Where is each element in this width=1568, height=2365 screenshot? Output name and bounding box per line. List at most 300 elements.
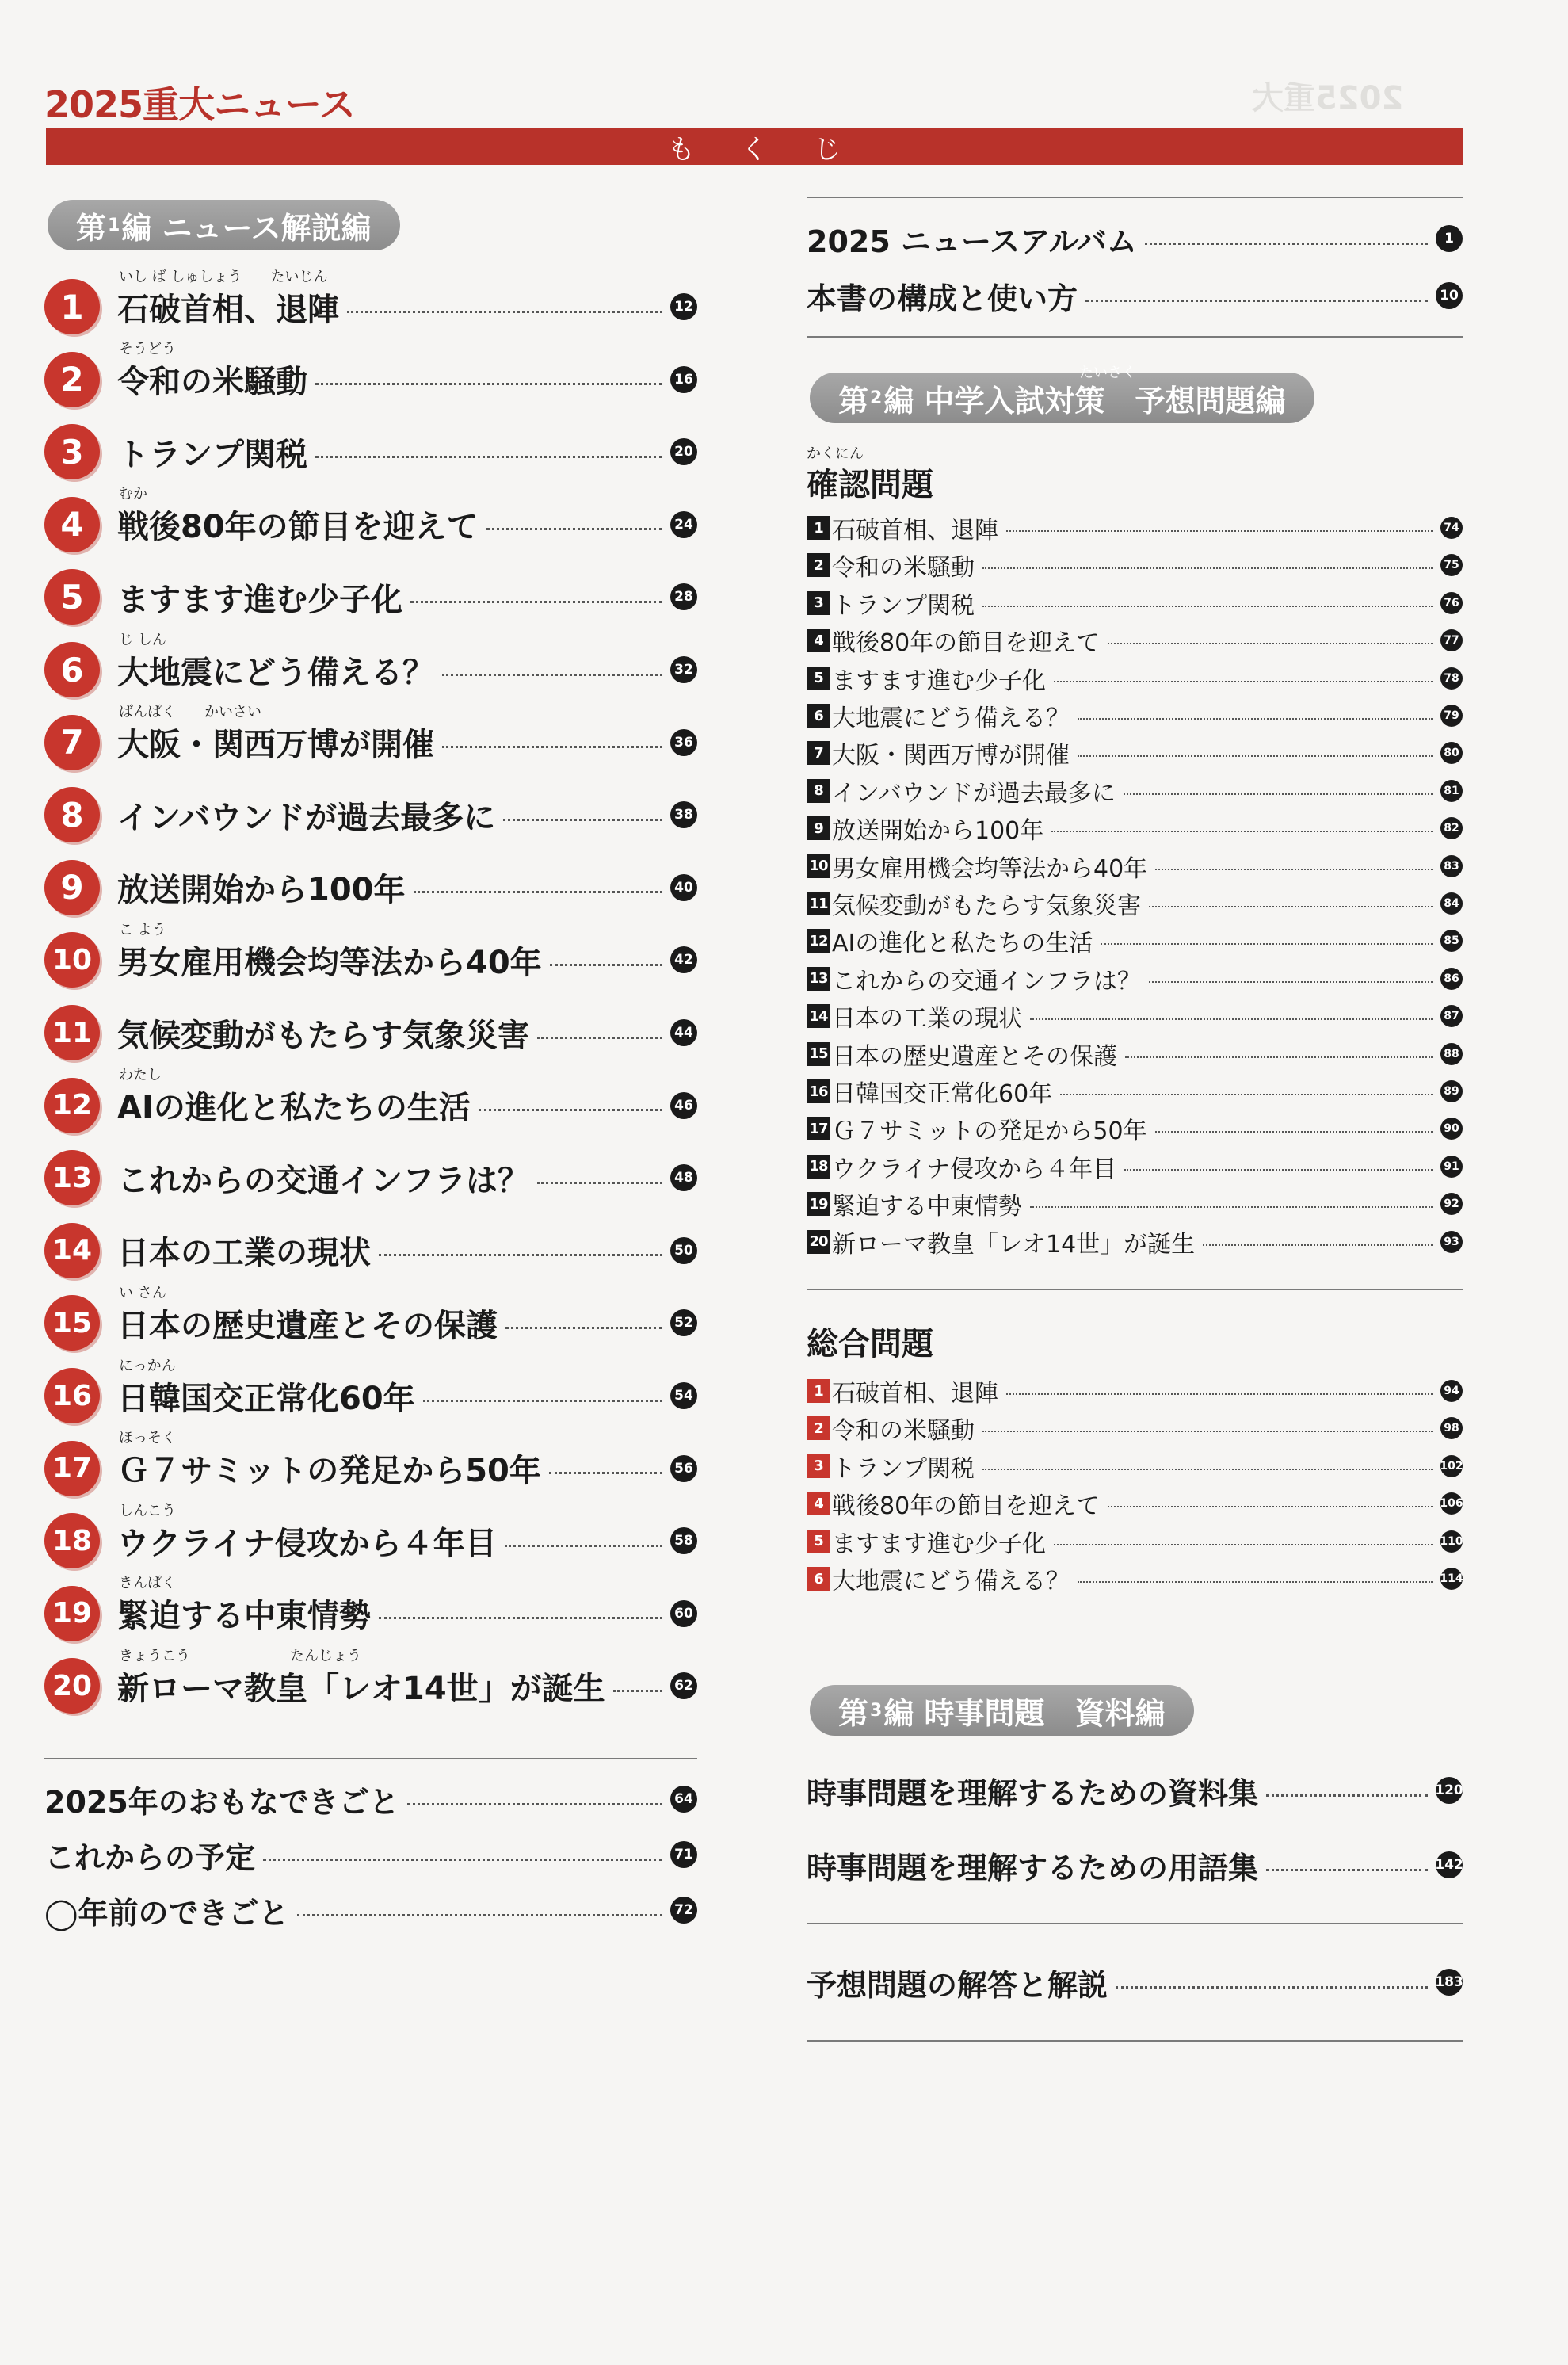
page-number: 110 bbox=[1440, 1530, 1463, 1553]
toc-subentry[interactable] bbox=[807, 700, 1463, 732]
leader-dots bbox=[1054, 1544, 1433, 1545]
entry-title: ますます進む少子化 bbox=[832, 667, 1046, 695]
leader-dots bbox=[1078, 1581, 1433, 1583]
leader-dots bbox=[410, 601, 662, 603]
entry-number-badge: 17 bbox=[44, 1441, 100, 1496]
entry-title bbox=[117, 865, 406, 910]
entry-title-text: 戦後80年の節目を迎えて bbox=[117, 509, 479, 546]
entry-title: 時事問題を理解するための用語集 bbox=[807, 1850, 1259, 1886]
part-name: 編 時事問題 資料編 bbox=[883, 1695, 1166, 1731]
toc-subentry[interactable] bbox=[807, 925, 1463, 957]
entry-number-square: 19 bbox=[807, 1192, 830, 1216]
entry-title-text: 大阪・関西万博が開催 bbox=[117, 727, 434, 764]
entry-number-badge: 1 bbox=[44, 279, 100, 334]
toc-subentry[interactable] bbox=[807, 888, 1463, 919]
entry-number-square: 5 bbox=[807, 667, 830, 690]
entry-title: 2025 ニュースアルバム bbox=[807, 224, 1137, 259]
toc-entry[interactable] bbox=[44, 1832, 697, 1877]
entry-number-square: 3 bbox=[807, 1454, 830, 1478]
page-number: 44 bbox=[670, 1019, 697, 1046]
entry-title-text: 新ローマ教皇「レオ14世」が誕生 bbox=[117, 1670, 605, 1707]
toc-subentry[interactable] bbox=[807, 1076, 1463, 1107]
toc-entry[interactable] bbox=[807, 216, 1463, 262]
page-number: 28 bbox=[670, 583, 697, 610]
page-number: 72 bbox=[670, 1897, 697, 1924]
entry-title bbox=[117, 631, 434, 693]
toc-subentry[interactable] bbox=[807, 1412, 1463, 1444]
entry-number-badge: 7 bbox=[44, 715, 100, 770]
entry-title: ウクライナ侵攻から４年目 bbox=[832, 1155, 1117, 1183]
entry-title: 戦後80年の節目を迎えて bbox=[832, 1492, 1101, 1521]
entry-number-square: 16 bbox=[807, 1079, 830, 1103]
title-ruby: ほっそく bbox=[119, 1430, 176, 1447]
entry-title bbox=[117, 1357, 415, 1419]
entry-title: 放送開始から100年 bbox=[832, 817, 1044, 846]
entry-title-text: ますます進む少子化 bbox=[117, 581, 402, 618]
leader-dots bbox=[1155, 1131, 1433, 1133]
title-ruby: きんぱく bbox=[119, 1575, 176, 1592]
leader-dots bbox=[1030, 1206, 1433, 1208]
page-number: 1 bbox=[1436, 225, 1463, 252]
entry-title-text: 放送開始から100年 bbox=[117, 872, 406, 909]
page-number: 40 bbox=[670, 874, 697, 901]
page-number: 83 bbox=[1440, 855, 1463, 877]
entry-number-square: 5 bbox=[807, 1530, 830, 1553]
page-number: 50 bbox=[670, 1237, 697, 1264]
entry-number-badge: 9 bbox=[44, 860, 100, 915]
entry-number-badge: 19 bbox=[44, 1586, 100, 1641]
entry-number-square: 9 bbox=[807, 816, 830, 840]
entry-title: ますます進む少子化 bbox=[832, 1530, 1046, 1558]
entry-number-badge: 10 bbox=[44, 932, 100, 988]
entry-number-square: 7 bbox=[807, 741, 830, 765]
toc-subentry[interactable] bbox=[807, 1188, 1463, 1220]
title-ruby: にっかん bbox=[119, 1357, 176, 1374]
entry-title: 男女雇用機会均等法から40年 bbox=[832, 854, 1148, 883]
leader-dots bbox=[1149, 981, 1433, 983]
divider bbox=[807, 1289, 1463, 1290]
page-number: 102 bbox=[1440, 1455, 1463, 1477]
entry-number-badge: 20 bbox=[44, 1658, 100, 1714]
part3-heading bbox=[810, 1685, 1194, 1736]
entry-title-text: 気候変動がもたらす気象災害 bbox=[117, 1017, 529, 1054]
entry-title-text: 石破首相、退陣 bbox=[117, 291, 339, 328]
toc-subentry[interactable] bbox=[807, 850, 1463, 882]
toc-entry[interactable] bbox=[807, 1767, 1463, 1813]
sogo-heading: 総合問題 bbox=[807, 1326, 933, 1362]
entry-title: 石破首相、退陣 bbox=[832, 1380, 998, 1408]
entry-title: 緊迫する中東情勢 bbox=[832, 1193, 1022, 1221]
page-number: 60 bbox=[670, 1600, 697, 1627]
page-number: 32 bbox=[670, 656, 697, 683]
toc-entry[interactable] bbox=[44, 341, 697, 407]
toc-entry[interactable] bbox=[44, 787, 697, 842]
leader-dots bbox=[1060, 1094, 1433, 1095]
toc-subentry[interactable] bbox=[807, 663, 1463, 694]
part-prefix: 第 bbox=[76, 210, 107, 246]
entry-number-square: 17 bbox=[807, 1117, 830, 1140]
contents-banner: もくじ bbox=[46, 128, 1463, 165]
leader-dots bbox=[1078, 755, 1433, 757]
part-prefix: 第 bbox=[838, 1695, 869, 1731]
part-name: 編 ニュース解説編 bbox=[121, 210, 372, 246]
part-number: 3 bbox=[870, 1700, 883, 1721]
leader-dots bbox=[1108, 1506, 1433, 1507]
toc-subentry[interactable] bbox=[807, 775, 1463, 807]
leader-dots bbox=[982, 1431, 1433, 1432]
toc-subentry[interactable] bbox=[807, 1000, 1463, 1032]
page-number: 106 bbox=[1440, 1492, 1463, 1515]
entry-title: 令和の米騒動 bbox=[832, 554, 975, 583]
toc-subentry[interactable] bbox=[807, 1226, 1463, 1258]
entry-title: 新ローマ教皇「レオ14世」が誕生 bbox=[832, 1230, 1196, 1259]
entry-number-badge: 13 bbox=[44, 1150, 100, 1205]
leader-dots bbox=[347, 311, 662, 313]
entry-title bbox=[117, 1067, 471, 1128]
page-number: 24 bbox=[670, 511, 697, 538]
title-ruby: きょうこう たんじょう bbox=[119, 1647, 361, 1664]
leader-dots bbox=[1116, 1986, 1428, 1989]
entry-title: 大地震にどう備える？ bbox=[832, 705, 1070, 732]
entry-title: これからの予定 bbox=[44, 1840, 256, 1875]
toc-subentry[interactable] bbox=[807, 1526, 1463, 1557]
entry-title: ◯年前のできごと bbox=[44, 1895, 289, 1931]
entry-number-square: 15 bbox=[807, 1042, 830, 1066]
entry-number-badge: 12 bbox=[44, 1078, 100, 1133]
entry-title bbox=[117, 575, 402, 620]
toc-entry[interactable] bbox=[44, 921, 697, 988]
page-number: 120 bbox=[1436, 1777, 1463, 1804]
toc-entry[interactable] bbox=[44, 1575, 697, 1641]
toc-subentry[interactable] bbox=[807, 737, 1463, 769]
leader-dots bbox=[1266, 1869, 1428, 1871]
leader-dots bbox=[1078, 718, 1433, 720]
page-number: 62 bbox=[670, 1672, 697, 1699]
entry-number-square: 6 bbox=[807, 1567, 830, 1591]
entry-title: 日本の工業の現状 bbox=[832, 1005, 1022, 1033]
entry-number-badge: 8 bbox=[44, 787, 100, 842]
entry-number-square: 1 bbox=[807, 516, 830, 540]
page-number: 46 bbox=[670, 1092, 697, 1119]
page-number: 64 bbox=[670, 1786, 697, 1813]
leader-dots bbox=[505, 1545, 662, 1547]
page-number: 38 bbox=[670, 801, 697, 828]
entry-number-badge: 16 bbox=[44, 1368, 100, 1423]
entry-title-text: 令和の米騒動 bbox=[117, 364, 307, 401]
entry-number-square: 6 bbox=[807, 704, 830, 728]
toc-subentry[interactable] bbox=[807, 549, 1463, 581]
leader-dots bbox=[982, 606, 1433, 607]
toc-entry[interactable] bbox=[44, 1502, 697, 1568]
entry-title-text: 大地震にどう備える？ bbox=[117, 654, 434, 691]
title-ruby: むか bbox=[119, 486, 147, 503]
toc-entry[interactable] bbox=[44, 1223, 697, 1278]
leader-dots bbox=[1203, 1244, 1433, 1246]
toc-entry[interactable] bbox=[44, 704, 697, 770]
toc-subentry[interactable] bbox=[807, 1450, 1463, 1482]
entry-number-square: 3 bbox=[807, 591, 830, 615]
entry-number-badge: 3 bbox=[44, 424, 100, 479]
toc-entry[interactable] bbox=[44, 569, 697, 625]
toc-entry[interactable] bbox=[807, 1842, 1463, 1888]
page-number: 58 bbox=[670, 1527, 697, 1554]
entry-number-square: 10 bbox=[807, 854, 830, 878]
title-ruby: わたし bbox=[119, 1067, 162, 1084]
page-title: 2025重大ニュース bbox=[44, 83, 355, 126]
toc-entry[interactable] bbox=[44, 424, 697, 479]
entry-title: 石破首相、退陣 bbox=[832, 517, 998, 544]
entry-title-text: 緊迫する中東情勢 bbox=[117, 1598, 371, 1635]
part-name: 編 中学入試対策 予想問題編 bbox=[883, 383, 1286, 418]
entry-title bbox=[117, 704, 434, 765]
entry-title bbox=[117, 1575, 371, 1636]
page-number: 10 bbox=[1436, 282, 1463, 309]
leader-dots bbox=[379, 1254, 662, 1256]
page-number: 54 bbox=[670, 1382, 697, 1409]
page-number: 79 bbox=[1440, 705, 1463, 727]
title-ruby: じ しん bbox=[119, 631, 166, 648]
entry-title-text: ウクライナ侵攻から４年目 bbox=[117, 1525, 497, 1562]
entry-number-square: 2 bbox=[807, 1416, 830, 1440]
entry-title: 2025年のおもなできごと bbox=[44, 1784, 399, 1820]
title-ruby: こ よう bbox=[119, 921, 166, 938]
toc-subentry[interactable] bbox=[807, 963, 1463, 995]
page-number: 78 bbox=[1440, 667, 1463, 690]
leader-dots bbox=[379, 1617, 662, 1619]
toc-entry[interactable] bbox=[44, 1888, 697, 1932]
leader-dots bbox=[315, 456, 662, 458]
page-number: 90 bbox=[1440, 1118, 1463, 1140]
page-number: 16 bbox=[670, 366, 697, 393]
page-number: 92 bbox=[1440, 1193, 1463, 1215]
toc-subentry[interactable] bbox=[807, 1488, 1463, 1519]
page-number: 71 bbox=[670, 1841, 697, 1868]
entry-title: 時事問題を理解するための資料集 bbox=[807, 1775, 1259, 1811]
leader-dots bbox=[1054, 681, 1433, 682]
leader-dots bbox=[1124, 793, 1433, 795]
toc-entry[interactable] bbox=[44, 1005, 697, 1060]
toc-subentry[interactable] bbox=[807, 1375, 1463, 1407]
leader-dots bbox=[407, 1803, 662, 1805]
leader-dots bbox=[613, 1690, 662, 1692]
leader-dots bbox=[442, 674, 662, 676]
title-ruby: ばんぱく かいさい bbox=[119, 704, 261, 721]
leader-dots bbox=[1124, 1169, 1433, 1171]
title-ruby: いし ば しゅしょう たいじん bbox=[119, 268, 328, 285]
page-number: 56 bbox=[670, 1455, 697, 1482]
page-number: 183 bbox=[1436, 1969, 1463, 1996]
entry-number-square: 14 bbox=[807, 1004, 830, 1028]
leader-dots bbox=[479, 1109, 662, 1111]
entry-title: 令和の米騒動 bbox=[832, 1417, 975, 1446]
entry-title-text: これからの交通インフラは？ bbox=[117, 1162, 529, 1199]
entry-number-badge: 18 bbox=[44, 1513, 100, 1568]
leader-dots bbox=[982, 567, 1433, 569]
entry-number-badge: 14 bbox=[44, 1223, 100, 1278]
entry-title: 予想問題の解答と解説 bbox=[807, 1967, 1108, 2003]
entry-number-square: 1 bbox=[807, 1379, 830, 1403]
entry-number-square: 12 bbox=[807, 929, 830, 953]
entry-title: トランプ関税 bbox=[832, 1454, 975, 1483]
entry-title-text: 日本の歴史遺産とその保護 bbox=[117, 1307, 498, 1344]
toc-subentry[interactable] bbox=[807, 625, 1463, 656]
leader-dots bbox=[1145, 243, 1428, 245]
entry-title-text: 男女雇用機会均等法から40年 bbox=[117, 944, 542, 981]
part-prefix: 第 bbox=[838, 383, 869, 418]
page-number: 48 bbox=[670, 1164, 697, 1191]
entry-title bbox=[117, 1284, 498, 1346]
toc-subentry[interactable] bbox=[807, 812, 1463, 844]
page-number: 82 bbox=[1440, 817, 1463, 839]
heading-ruby: かくにん bbox=[807, 445, 864, 462]
page-number: 85 bbox=[1440, 930, 1463, 952]
page-number: 52 bbox=[670, 1309, 697, 1336]
entry-title: AIの進化と私たちの生活 bbox=[832, 930, 1093, 958]
entry-number-square: 4 bbox=[807, 1492, 830, 1515]
page-number: 80 bbox=[1440, 742, 1463, 764]
part1-heading bbox=[48, 200, 400, 250]
entry-title bbox=[117, 430, 307, 475]
leader-dots bbox=[1125, 1056, 1433, 1058]
page-number: 87 bbox=[1440, 1005, 1463, 1027]
entry-title bbox=[117, 1502, 497, 1564]
title-ruby: そうどう bbox=[119, 341, 176, 358]
toc-entry[interactable] bbox=[44, 1357, 697, 1423]
leader-dots bbox=[1006, 530, 1433, 532]
leader-dots bbox=[549, 1472, 662, 1474]
leader-dots bbox=[1101, 943, 1433, 945]
toc-subentry[interactable] bbox=[807, 587, 1463, 619]
leader-dots bbox=[423, 1400, 662, 1402]
entry-title bbox=[117, 1647, 605, 1709]
page-number: 114 bbox=[1440, 1568, 1463, 1590]
page-number: 142 bbox=[1436, 1851, 1463, 1878]
entry-number-badge: 6 bbox=[44, 642, 100, 697]
entry-title bbox=[117, 1011, 529, 1056]
entry-title: トランプ関税 bbox=[832, 591, 975, 620]
toc-entry[interactable] bbox=[44, 268, 697, 334]
leader-dots bbox=[486, 528, 662, 530]
entry-title: 大地震にどう備える？ bbox=[832, 1568, 1070, 1595]
entry-title: 大阪・関西万博が開催 bbox=[832, 742, 1070, 770]
entry-title: 本書の構成と使い方 bbox=[807, 281, 1078, 316]
entry-title: 気候変動がもたらす気象災害 bbox=[832, 892, 1141, 920]
entry-number-square: 18 bbox=[807, 1155, 830, 1179]
leader-dots bbox=[297, 1914, 662, 1916]
divider bbox=[807, 336, 1463, 338]
toc-subentry[interactable] bbox=[807, 1038, 1463, 1070]
toc-subentry[interactable] bbox=[807, 1563, 1463, 1595]
answers-entry[interactable] bbox=[807, 1959, 1463, 2005]
toc-subentry[interactable] bbox=[807, 1151, 1463, 1182]
page-number: 88 bbox=[1440, 1043, 1463, 1065]
page-number: 89 bbox=[1440, 1080, 1463, 1102]
leader-dots bbox=[414, 891, 663, 893]
leader-dots bbox=[1030, 1018, 1433, 1020]
toc-subentry[interactable] bbox=[807, 1113, 1463, 1144]
toc-entry[interactable] bbox=[44, 1430, 697, 1496]
page-number: 91 bbox=[1440, 1156, 1463, 1178]
part2-heading bbox=[810, 365, 1314, 423]
entry-title: 日韓国交正常化60年 bbox=[832, 1080, 1053, 1108]
toc-entry[interactable] bbox=[44, 631, 697, 697]
toc-entry[interactable] bbox=[44, 486, 697, 552]
title-ruby: しんこう bbox=[119, 1502, 176, 1519]
entry-title: 戦後80年の節目を迎えて bbox=[832, 629, 1101, 658]
part-number: 1 bbox=[108, 215, 120, 235]
leader-dots bbox=[503, 819, 662, 821]
entry-number-square: 2 bbox=[807, 553, 830, 577]
page-number: 36 bbox=[670, 729, 697, 756]
leader-dots bbox=[505, 1327, 662, 1329]
entry-title bbox=[117, 1228, 371, 1273]
toc-entry[interactable] bbox=[44, 1150, 697, 1205]
entry-title bbox=[117, 486, 479, 547]
divider bbox=[44, 1758, 697, 1759]
entry-title bbox=[117, 268, 339, 330]
part-number: 2 bbox=[870, 388, 883, 408]
divider bbox=[807, 197, 1463, 198]
page-number: 81 bbox=[1440, 780, 1463, 802]
page-number: 98 bbox=[1440, 1417, 1463, 1439]
page-number: 20 bbox=[670, 438, 697, 465]
entry-title-text: 日韓国交正常化60年 bbox=[117, 1380, 415, 1417]
toc-entry[interactable] bbox=[44, 1777, 697, 1821]
title-ruby: い さん bbox=[119, 1284, 166, 1301]
toc-entry[interactable] bbox=[44, 1647, 697, 1714]
page-number: 42 bbox=[670, 946, 697, 973]
leader-dots bbox=[1266, 1794, 1428, 1797]
leader-dots bbox=[537, 1037, 662, 1039]
toc-entry[interactable] bbox=[44, 1067, 697, 1133]
leader-dots bbox=[263, 1859, 662, 1861]
leader-dots bbox=[442, 746, 662, 748]
pill-ruby: たいさく bbox=[1079, 365, 1136, 381]
entry-title bbox=[117, 1156, 529, 1201]
leader-dots bbox=[1108, 643, 1433, 644]
leader-dots bbox=[550, 964, 662, 966]
entry-number-square: 13 bbox=[807, 967, 830, 991]
entry-number-badge: 11 bbox=[44, 1005, 100, 1060]
page-number: 94 bbox=[1440, 1380, 1463, 1402]
entry-number-square: 20 bbox=[807, 1230, 830, 1254]
entry-title bbox=[117, 793, 495, 838]
page-number: 75 bbox=[1440, 554, 1463, 576]
entry-title bbox=[117, 921, 542, 983]
toc-entry[interactable] bbox=[44, 1284, 697, 1351]
bleed-through-title: 2025重大 bbox=[1252, 80, 1404, 117]
page-number: 84 bbox=[1440, 892, 1463, 915]
leader-dots bbox=[315, 383, 662, 385]
leader-dots bbox=[1085, 300, 1428, 302]
entry-title: Ｇ７サミットの発足から50年 bbox=[832, 1118, 1147, 1146]
page-number: 93 bbox=[1440, 1231, 1463, 1253]
entry-title: これからの交通インフラは？ bbox=[832, 967, 1141, 995]
entry-number-square: 8 bbox=[807, 779, 830, 803]
divider bbox=[807, 2040, 1463, 2042]
entry-title-text: トランプ関税 bbox=[117, 436, 307, 473]
toc-entry[interactable] bbox=[44, 860, 697, 915]
leader-dots bbox=[1051, 831, 1433, 832]
entry-number-square: 4 bbox=[807, 629, 830, 652]
page-number: 77 bbox=[1440, 629, 1463, 651]
kakunin-heading bbox=[807, 445, 933, 505]
entry-number-square: 11 bbox=[807, 892, 830, 915]
toc-subentry[interactable] bbox=[807, 512, 1463, 544]
leader-dots bbox=[982, 1469, 1433, 1470]
toc-entry[interactable] bbox=[807, 273, 1463, 319]
leader-dots bbox=[1006, 1393, 1433, 1395]
